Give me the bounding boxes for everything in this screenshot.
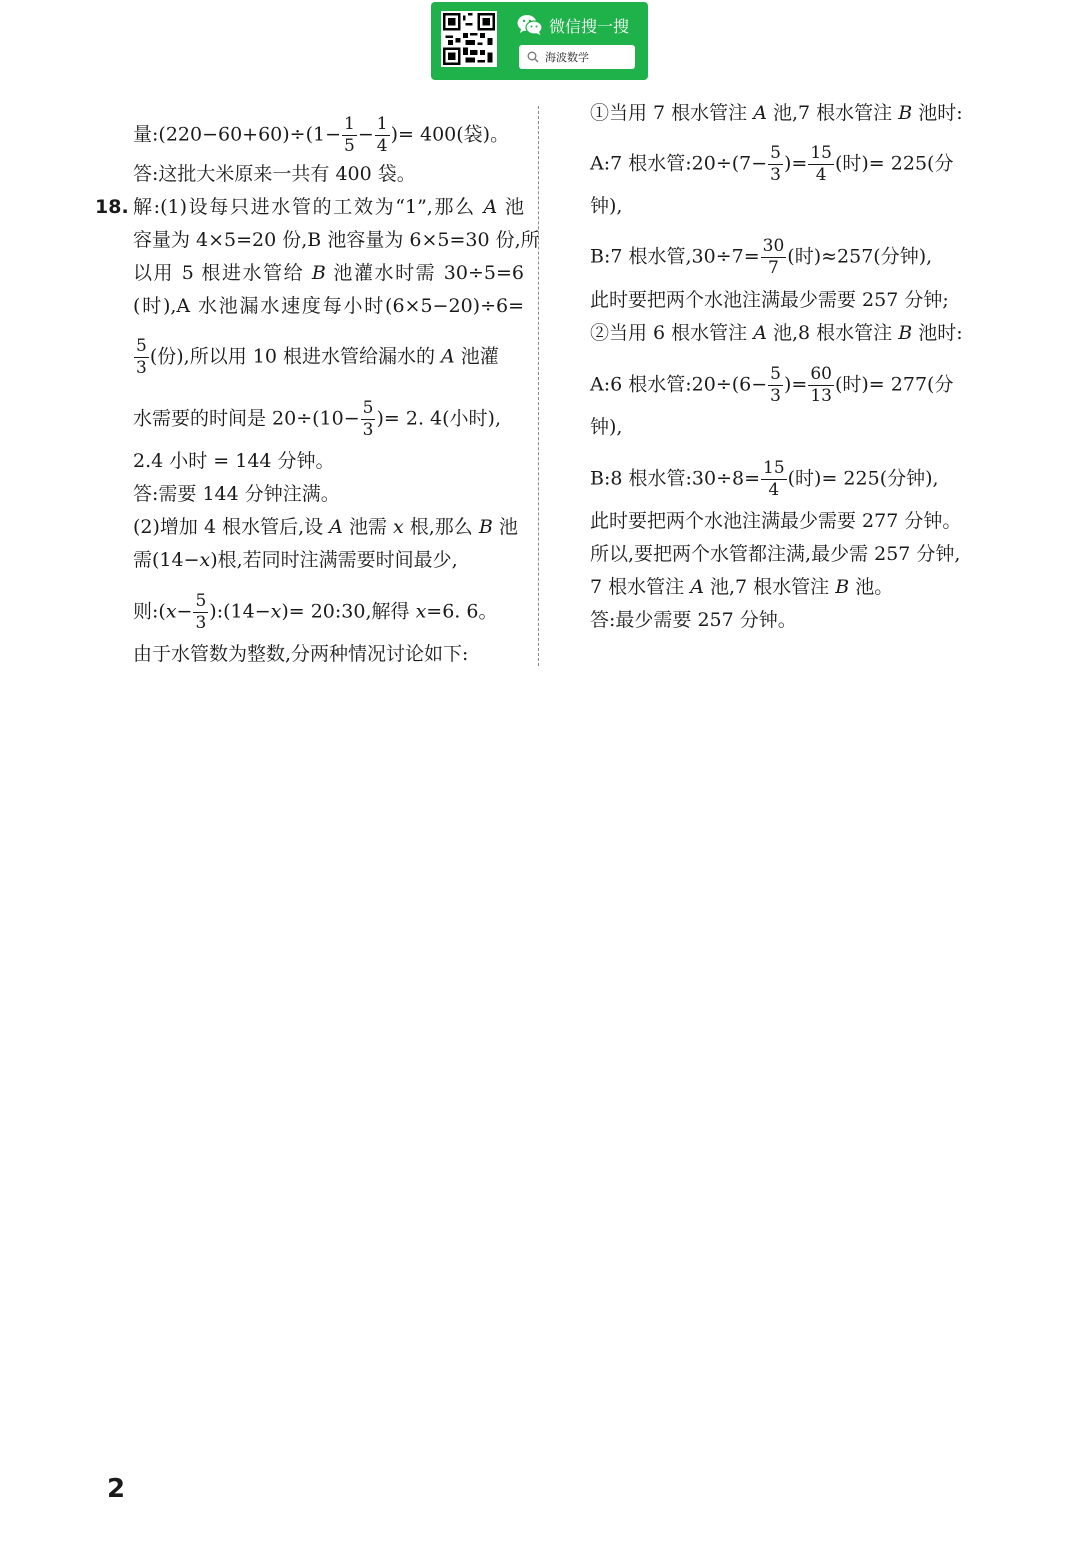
right-line: 此时要把两个水池注满最少需要 257 分钟;	[590, 289, 949, 311]
fraction: $\frac{1}{5}$	[344, 114, 355, 156]
fraction: $\frac{30}{7}$	[762, 236, 785, 278]
fraction: $\frac{15}{4}$	[763, 458, 785, 500]
right-line: 钟),	[590, 195, 623, 217]
wechat-search-title	[517, 12, 629, 38]
right-line: 7 根水管注 A 池,7 根水管注 B 池。	[590, 576, 894, 598]
left-line: 解:(1)设每只进水管的工效为“1”,那么 A 池	[133, 196, 525, 218]
right-line: B:7 根水管,30÷7= $\frac{30}{7}$ (时)≈257(分钟),	[590, 236, 933, 278]
right-line: 所以,要把两个水管都注满,最少需 257 分钟,	[590, 543, 961, 565]
right-line: ②当用 6 根水管注 A 池,8 根水管注 B 池时:	[590, 322, 963, 344]
column-divider	[538, 106, 539, 666]
fraction: $\frac{5}{3}$	[195, 591, 207, 633]
right-line: ①当用 7 根水管注 A 池,7 根水管注 B 池时:	[590, 102, 963, 124]
left-line: 则:(x− $\frac{5}{3}$ ):(14−x)= 20:30,解得 x=6. 6。	[133, 591, 498, 633]
right-line: B:8 根水管:30÷8= $\frac{15}{4}$ (时)= 225(分钟),	[590, 458, 939, 500]
left-line: (2)增加 4 根水管后,设 A 池需 x 根,那么 B 池	[133, 516, 518, 538]
search-icon	[527, 51, 539, 63]
right-line: 钟),	[590, 416, 623, 438]
fraction: $\frac{5}{3}$	[136, 336, 147, 378]
left-line: 容量为 4×5=20 份,B 池容量为 6×5=30 份,所	[133, 229, 540, 251]
left-line: 以用 5 根进水管给 B 池灌水时需 30÷5=6	[133, 262, 525, 284]
left-line: 答:这批大米原来一共有 400 袋。	[133, 163, 416, 185]
left-line: 答:需要 144 分钟注满。	[133, 483, 340, 505]
left-line: 水需要的时间是 20÷(10− $\frac{5}{3}$ )= 2. 4(小时),	[133, 398, 501, 440]
left-line: 需(14−x)根,若同时注满需要时间最少,	[133, 549, 458, 571]
right-line: A:6 根水管:20÷(6− $\frac{5}{3}$ )= $\frac{60}{13}$ (时)= 277(分	[590, 364, 954, 406]
left-line: 量:(220−60+60)÷(1− $\frac{1}{5}$ − $\frac{1}{4}$ )= 400(袋)。	[133, 114, 510, 156]
fraction: $\frac{1}{4}$	[376, 114, 388, 156]
wechat-logo-icon	[517, 14, 543, 36]
search-query-text: 海波数学	[545, 51, 589, 64]
left-line: $\frac{5}{3}$ (份),所以用 10 根进水管给漏水的 A 池灌	[136, 336, 499, 378]
fraction: $\frac{5}{3}$	[770, 364, 781, 406]
left-line: (时),A 水池漏水速度每小时(6×5−20)÷6=	[133, 295, 524, 317]
left-line: 2.4 小时 = 144 分钟。	[133, 450, 335, 472]
wechat-search-box[interactable]	[519, 45, 635, 69]
right-line: A:7 根水管:20÷(7− $\frac{5}{3}$ )= $\frac{15}{4}$ (时)= 225(分	[590, 143, 954, 185]
fraction: $\frac{15}{4}$	[810, 143, 832, 185]
qr-code-icon	[441, 11, 497, 67]
fraction: $\frac{60}{13}$	[810, 364, 832, 406]
fraction: $\frac{5}{3}$	[362, 398, 374, 440]
left-line: 由于水管数为整数,分两种情况讨论如下:	[133, 643, 469, 665]
right-line: 答:最少需要 257 分钟。	[590, 609, 797, 631]
page-number: 2	[107, 1474, 126, 1504]
question-number: 18.	[95, 196, 129, 218]
fraction: $\frac{5}{3}$	[770, 143, 781, 185]
banner-title-text: 微信搜一搜	[549, 16, 630, 36]
wechat-search-banner[interactable]	[431, 2, 648, 80]
right-line: 此时要把两个水池注满最少需要 277 分钟。	[590, 510, 962, 532]
